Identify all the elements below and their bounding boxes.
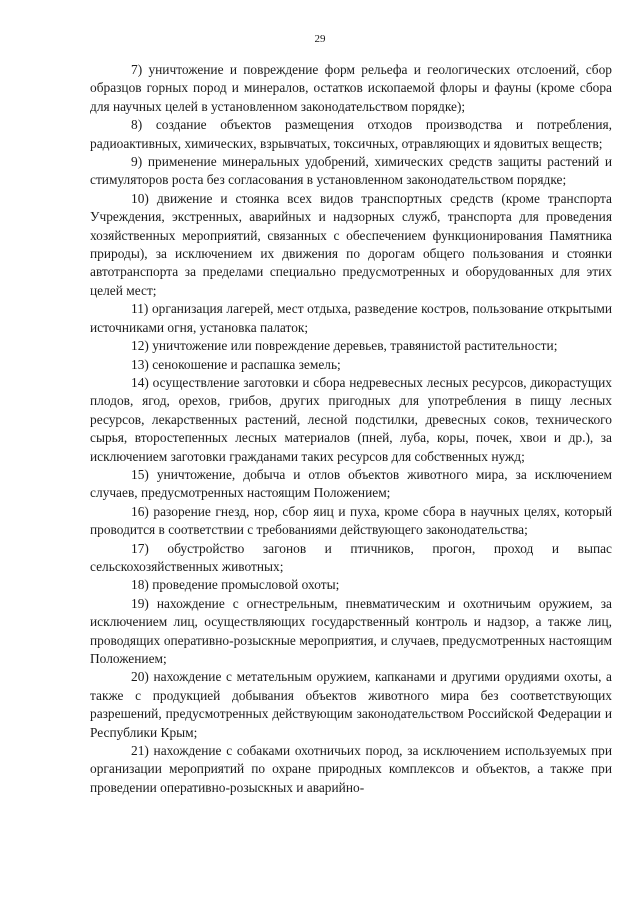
list-item: 21) нахождение с собаками охотничьих пород, за исключением используемых при организации мероприятий по охране природных комплексов и объектов, а также при проведении оперативно-розыскных и аварийно-	[90, 743, 612, 795]
list-item: 8) создание объектов размещения отходов производства и потребления, радиоактивных, химических, взрывчатых, токсичных, отравляющих и ядовитых веществ;	[90, 117, 612, 151]
list-item: 13) сенокошение и распашка земель;	[131, 356, 341, 372]
list-item: 19) нахождение с огнестрельным, пневматическим и охотничьим оружием, за исключением лиц, осуществляющих государственный контроль и надзор, а также лиц, проводящих оперативно-розыскные мероприятия, и случаев, предусмотренных настоящим Положением;	[90, 595, 612, 666]
list-item: 17) обустройство загонов и птичников, прогон, проход и выпас сельскохозяйственных животных;	[90, 540, 612, 574]
list-item: 14) осуществление заготовки и сбора недревесных лесных ресурсов, дикорастущих плодов, ягод, орехов, грибов, других пригодных для употребления в пищу лесных ресурсов, лекарственных растений, лесной подстилки, древесных соков, технического сырья, второстепенных лесных материалов (пней, луба, коры, почек, хвои и др.), за исключением заготовки гражданами таких ресурсов для собственных нужд;	[90, 374, 612, 464]
list-item: 7) уничтожение и повреждение форм рельефа и геологических отслоений, сбор образцов горных пород и минералов, остатков ископаемой флоры и фауны (кроме сбора для научных целей в установленном законодательством порядке);	[90, 62, 612, 114]
list-item: 10) движение и стоянка всех видов транспортных средств (кроме транспорта Учреждения, экстренных, аварийных и надзорных служб, транспорта для проведения хозяйственных мероприятий, связанных с обеспечением функционирования Памятника природы), за исключением их движения по дорогам общего пользования и стоянки автотранспорта за пределами специально предусмотренных и оборудованных для этих целей мест;	[90, 190, 612, 298]
list-item: 11) организация лагерей, мест отдыха, разведение костров, пользование открытыми источниками огня, установка палаток;	[90, 301, 612, 335]
list-item: 18) проведение промысловой охоты;	[131, 577, 340, 593]
list-item: 9) применение минеральных удобрений, химических средств защиты растений и стимуляторов роста без согласования в установленном законодательством порядке;	[90, 154, 612, 188]
prohibitions-list	[90, 61, 612, 797]
list-item: 12) уничтожение или повреждение деревьев, травянистой растительности;	[131, 338, 558, 354]
list-item: 15) уничтожение, добыча и отлов объектов животного мира, за исключением случаев, предусмотренных настоящим Положением;	[90, 466, 612, 501]
list-item: 20) нахождение с метательным оружием, капканами и другими орудиями охоты, а также с продукцией добывания объектов животного мира без соответствующих разрешений, предусмотренных действующим законодательством Российской Федерации и Республики Крым;	[90, 669, 612, 740]
page-number: 29	[314, 33, 326, 45]
list-item: 16) разорение гнезд, нор, сбор яиц и пуха, кроме сбора в научных целях, который проводится в соответствии с требованиями действующего законодательства;	[90, 503, 612, 538]
